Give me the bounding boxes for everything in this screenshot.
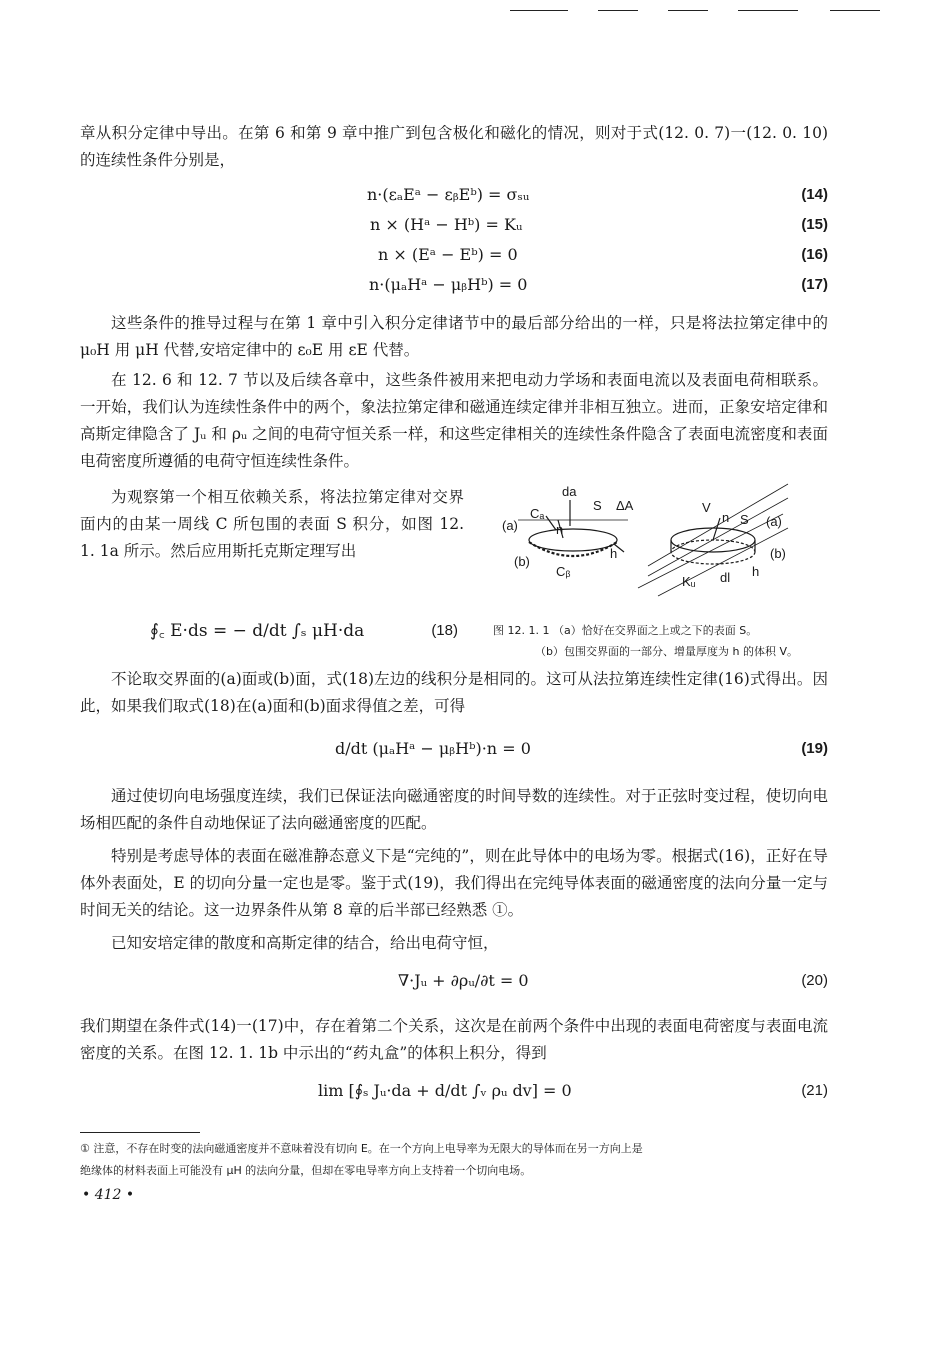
fig-label-h-right: h (752, 564, 760, 579)
equation-number-14: (14) (801, 186, 828, 203)
fig-label-ca: Cₐ (530, 506, 545, 521)
equation-18: ∮꜀ E·ds = − d/dt ∫ₛ μH·da (150, 621, 365, 641)
footnote-line1: ① 注意，不存在时变的法向磁通密度并不意味着没有切向 E。在一个方向上电导率为无限大的导体而在另一方向上是 (80, 1142, 643, 1155)
footnote-line2: 绝缘体的材料表面上可能没有 μH 的法向分量，但却在零电导率方向上支持着一个切向电场。 (80, 1164, 532, 1177)
paragraph-derivation: 这些条件的推导过程与在第 1 章中引入积分定律诸节中的最后部分给出的一样，只是将法拉第定律中的 μ₀H 用 μH 代替,安培定律中的 ε₀E 用 εE 代替。 (80, 314, 828, 359)
fig-label-b-left: (b) (514, 554, 530, 569)
page-number: • 412 • (82, 1187, 135, 1203)
figure-12-1-1 (498, 478, 798, 608)
fig-label-s-right: S (740, 512, 749, 527)
surface-ellipse-a (529, 529, 617, 551)
fig-label-delta-a: ΔA (616, 498, 634, 513)
fig-label-cb: Cᵦ (556, 564, 571, 579)
paragraph-second-relation: 我们期望在条件式(14)一(17)中，存在着第二个关系，这次是在前两个条件中出现的表面电荷密度与表面电流密度的关系。在图 12. 1. 1b 中示出的“药丸盒”的体积上积分，得到 (80, 1017, 828, 1062)
header-rule (738, 10, 798, 11)
fig-label-ku: Kᵤ (682, 574, 696, 589)
equation-14: n·(εₐEᵃ − εᵦEᵇ) = σₛᵤ (367, 185, 530, 204)
fig-label-b-right: (b) (770, 546, 786, 561)
equation-number-17: (17) (801, 276, 828, 293)
equation-number-16: (16) (801, 246, 828, 263)
equation-17: n·(μₐHᵃ − μᵦHᵇ) = 0 (369, 275, 528, 294)
fig-label-s-left: S (593, 498, 602, 513)
figure-caption-line1: 图 12. 1. 1 （a）恰好在交界面之上或之下的表面 S。 (493, 624, 758, 637)
equation-16: n × (Eᵃ − Eᵇ) = 0 (378, 245, 518, 264)
equation-21: lim [∮ₛ Jᵤ·da + d/dt ∫ᵥ ρᵤ dv] = 0 (318, 1081, 572, 1100)
surface-contour-b (529, 542, 617, 556)
paragraph-continuity: 在 12. 6 和 12. 7 节以及后续各章中，这些条件被用来把电动力学场和表面电流以及表面电荷相联系。一开始，我们认为连续性条件中的两个，象法拉第定律和磁通连续定律并非相互独立。进而，正象安培定律和高斯定律隐含了 Jᵤ 和 ρᵤ 之间的电荷守恒关系一样，和这些定律相关的连续性条件隐含了表面电流密度和表面电荷密度所遵循的电荷守恒连续性条件。 (80, 371, 828, 470)
equation-number-18: (18) (431, 622, 458, 639)
equation-number-20: (20) (801, 972, 828, 989)
fig-label-n-right: n (722, 510, 730, 525)
fig-label-v: V (702, 500, 711, 515)
header-rule (598, 10, 638, 11)
paragraph-intro: 章从积分定律中导出。在第 6 和第 9 章中推广到包含极化和磁化的情况，则对于式(12. 0. 7)一(12. 0. 10)的连续性条件分别是， (80, 124, 828, 169)
fig-label-a-left: (a) (502, 518, 518, 533)
equation-number-21: (21) (801, 1082, 828, 1099)
header-rule (510, 10, 568, 11)
interface-line-right-lower (638, 514, 783, 588)
paragraph-line-integral: 不论取交界面的(a)面或(b)面，式(18)左边的线积分是相同的。这可从法拉第连续性定律(16)式得出。因此，如果我们取式(18)在(a)面和(b)面求得值之差，可得 (80, 670, 828, 715)
footnote-rule (80, 1132, 200, 1133)
paragraph-faraday: 为观察第一个相互依赖关系，将法拉第定律对交界面内的由某一周线 C 所包围的表面 S 积分，如图 12. 1. 1a 所示。然后应用斯托克斯定理写出 (80, 488, 464, 560)
paragraph-perfect-conductor: 特别是考虑导体的表面在磁准静态意义下是“完纯的”，则在此导体中的电场为零。根据式(16)，正好在导体外表面处，E 的切向分量一定也是零。鉴于式(19)，我们得出在完纯导体表面的磁通密度的法向分量一定与时间无关的结论。这一边界条件从第 8 章的后半部已经熟悉 ①。 (80, 847, 828, 919)
ku-line-upper (658, 528, 788, 596)
fig-label-n-left: n (556, 522, 564, 537)
fig-label-da: da (562, 484, 577, 499)
ca-leader (546, 516, 556, 530)
paragraph-tangential: 通过使切向电场强度连续，我们已保证法向磁通密度的时间导数的连续性。对于正弦时变过程，使切向电场相匹配的条件自动地保证了法向磁通密度的匹配。 (80, 787, 828, 832)
fig-label-h-left: h (610, 546, 618, 561)
figure-caption-line2: （b）包围交界面的一部分、增量厚度为 h 的体积 V。 (535, 645, 798, 658)
equation-15: n × (Hᵃ − Hᵇ) = Kᵤ (370, 215, 523, 234)
header-rule (668, 10, 708, 11)
fig-label-a-right: (a) (766, 514, 782, 529)
equation-number-15: (15) (801, 216, 828, 233)
equation-number-19: (19) (801, 740, 828, 757)
header-rule (830, 10, 880, 11)
equation-20: ∇·Jᵤ + ∂ρᵤ/∂t = 0 (398, 971, 529, 990)
paragraph-charge-conservation: 已知安培定律的散度和高斯定律的结合，给出电荷守恒， (111, 934, 499, 952)
equation-19: d/dt (μₐHᵃ − μᵦHᵇ)·n = 0 (335, 739, 531, 758)
fig-label-dl: dl (720, 570, 731, 585)
